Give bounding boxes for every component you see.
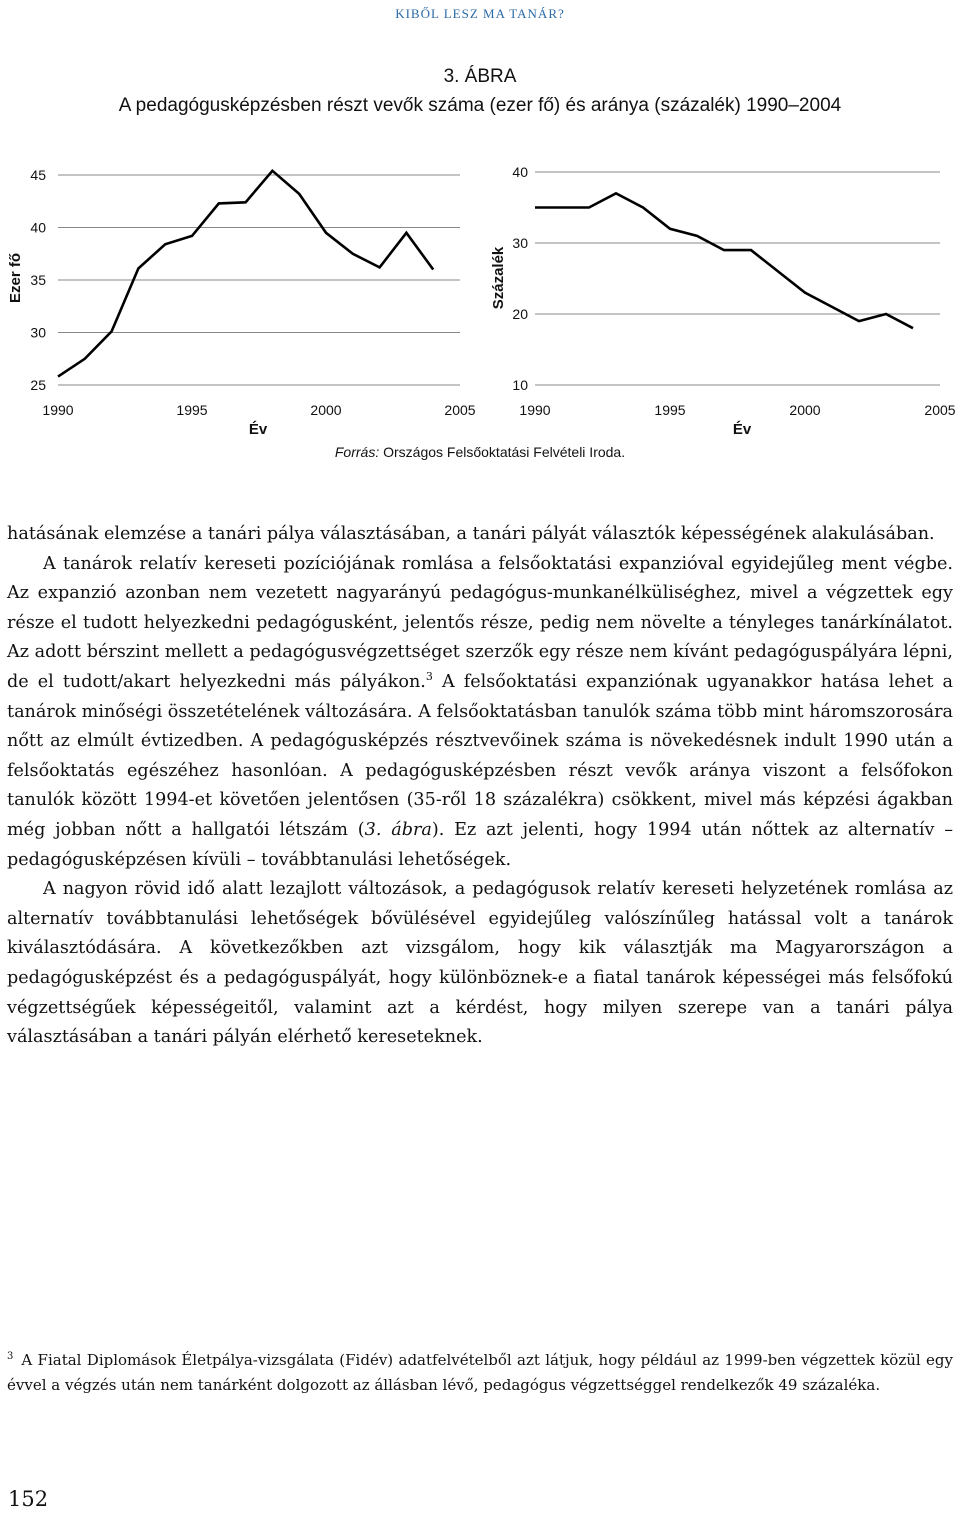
footnote-mark: 3	[7, 1351, 14, 1362]
chart-1-x-tick-2005: 2005	[444, 402, 476, 418]
chart-2-series-1-line	[535, 193, 913, 328]
chart-2-x-tick-2000: 2000	[789, 402, 821, 418]
page-number: 152	[8, 1487, 49, 1511]
chart-2-y-tick-10: 10	[512, 377, 528, 393]
chart-1-y-tick-25: 25	[30, 377, 46, 393]
chart-1-y-tick-30: 30	[30, 324, 46, 341]
running-head: KIBŐL LESZ MA TANÁR?	[395, 6, 565, 21]
paragraph-2	[7, 550, 953, 876]
chart-1-x-tick-1995: 1995	[176, 402, 208, 418]
figure-reference: 3. ábra	[364, 819, 432, 840]
chart-1-y-tick-35: 35	[30, 272, 46, 288]
chart-2-y-tick-30: 30	[512, 235, 528, 251]
chart-2-y-tick-40: 40	[512, 164, 528, 180]
figure-source	[0, 444, 960, 460]
footnote-ref: 3	[425, 670, 433, 684]
chart-2-y-tick-20: 20	[512, 306, 528, 322]
chart-1-y-tick-45: 45	[30, 167, 46, 183]
paragraph-2-part-a: A tanárok relatív kereseti pozíciójának romlása a felsőoktatási expanzióval egyidejűleg ment végbe. Az expanzió azonban nem vezetett nagyarányú pedagógus-munkanélküliséghez, mivel a végzettek egy része el tudott helyezkedni pedagógusként, jelentős része, pedig nem növelte a tényleges tanárkínálatot. Az adott bérszint mellett a pedagógusvégzettséget szerzők egy része nem kívánt pedagóguspályára lépni, de el tudott/akart helyezkedni más pályákon.	[7, 553, 953, 692]
figure-number: 3. ÁBRA	[443, 66, 517, 87]
footnote-text: A Fiatal Diplomások Életpálya-vizsgálata (Fidév) adatfelvételből azt látjuk, hogy például az 1999-ben végzettek közül egy évvel a végzés után nem tanárként dolgozott az állásban lévő, pedagógus végzettséggel rendelkezők 49 százaléka.	[7, 1351, 953, 1394]
source-text: Országos Felsőoktatási Felvételi Iroda.	[379, 444, 626, 460]
chart-1-series-1-line	[58, 171, 433, 377]
chart-1-y-tick-40: 40	[30, 219, 46, 236]
paragraph-2-part-c: ). Ez azt jelenti, hogy 1994 után nőttek az alternatív – pedagógusképzésen kívüli – továbbtanulási lehetőségek.	[7, 819, 953, 870]
paragraph-3: A nagyon rövid idő alatt lezajlott változások, a pedagógusok relatív kereseti helyzetének romlása az alternatív továbbtanulási lehetőségek bővülésével egyidejűleg valószínűleg hatással volt a tanárok kiválasztódására. A következőkben azt vizsgálom, hogy kik választják ma Magyarországon a pedagógusképzést és a pedagóguspályát, hogy különböznek-e a fiatal tanárok képességei más felsőfokú végzettségűek képességeitől, valamint azt a kérdést, hogy milyen szerepe van a tanári pálya választásában a tanári pályán elérhető kereseteknek.	[7, 879, 953, 1048]
figure-charts	[0, 140, 960, 440]
figure-caption: A pedagógusképzésben részt vevők száma (ezer fő) és aránya (százalék) 1990–2004	[118, 95, 842, 116]
chart-2-x-axis-title: Év	[732, 421, 752, 438]
chart-1-x-tick-2000: 2000	[310, 402, 342, 418]
chart-2-y-axis-title: Százalék	[490, 246, 507, 310]
chart-2-x-tick-1995: 1995	[654, 402, 686, 418]
chart-2-x-tick-1990: 1990	[519, 402, 551, 418]
chart-1-x-tick-1990: 1990	[42, 402, 74, 418]
chart-1-x-axis-title: Év	[248, 421, 268, 438]
chart-1-y-axis-title: Ezer fő	[7, 252, 24, 304]
paragraph-1: hatásának elemzése a tanári pálya választásában, a tanári pályát választók képességének alakulásában.	[7, 524, 935, 544]
body-text	[7, 520, 953, 1053]
footnote	[7, 1348, 953, 1398]
chart-2-x-tick-2005: 2005	[924, 402, 956, 418]
paragraph-2-part-b: A felsőoktatási expanziónak ugyanakkor hatása lehet a tanárok minőségi összetételének változására. A felsőoktatásban tanulók száma több mint háromszorosára nőtt az elmúlt évtizedben. A pedagógusképzés résztvevőinek száma is növekedésnek indult 1990 után a felsőoktatás egészéhez hasonlóan. A pedagógusképzésben részt vevők aránya viszont a felsőfokon tanulók között 1994-et követően jelentősen (35-ről 18 százalékra) csökkent, mivel más képzési ágakban még jobban nőtt a hallgatói létszám (	[7, 671, 953, 840]
source-label: Forrás:	[334, 444, 380, 460]
